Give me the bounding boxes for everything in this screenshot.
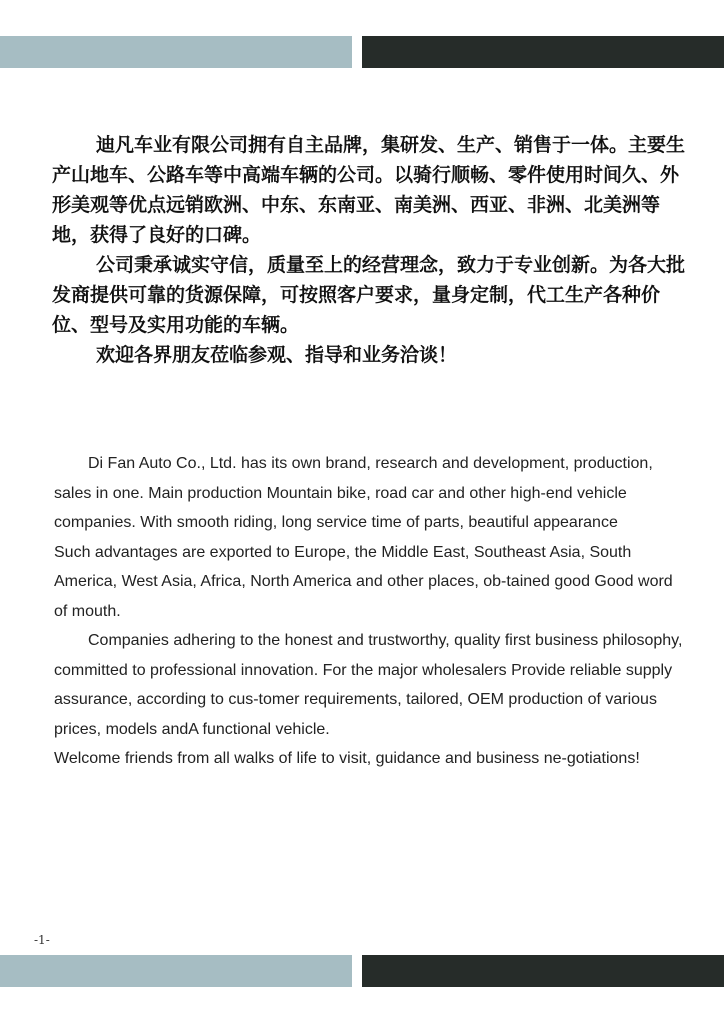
english-paragraph-intro: Di Fan Auto Co., Ltd. has its own brand, research and development, production, sales in one. Main production Mountain bike, road car and other high-end vehicle companies. With smooth riding, long service time of parts, beautiful appearance [54,455,653,531]
english-text-block [54,449,684,774]
chinese-paragraph-intro: 迪凡车业有限公司拥有自主品牌，集研发、生产、销售于一体。主要生产山地车、公路车等中高端车辆的公司。以骑行顺畅、零件使用时间久、外形美观等优点远销欧洲、中东、东南亚、南美洲、西亚、非洲、北美洲等地，获得了良好的口碑。 [52,134,686,246]
header-bar-dark [362,36,724,68]
chinese-paragraph-philosophy: 公司秉承诚实守信，质量至上的经营理念，致力于专业创新。为各大批发商提供可靠的货源保障，可按照客户要求，量身定制，代工生产各种价位、型号及实用功能的车辆。 [52,254,686,336]
chinese-paragraph-welcome: 欢迎各界朋友莅临参观、指导和业务洽谈！ [96,344,458,366]
footer-bar-light [0,955,352,987]
english-paragraph-advantages: Such advantages are exported to Europe, the Middle East, Southeast Asia, South America, West Asia, Africa, North America and other places, ob-tained good Good word of mouth. [54,543,673,620]
footer-bar-dark [362,955,724,987]
english-paragraph-philosophy: Companies adhering to the honest and trustworthy, quality first business philosophy, committed to professional innovation. For the major wholesalers Provide reliable supply assurance, according to cus-tomer requirements, tailored, OEM production of various prices, models andA functional vehicle. [54,632,683,738]
english-paragraph-welcome: Welcome friends from all walks of life to visit, guidance and business ne-gotiations! [54,750,640,767]
header-bar-light [0,36,352,68]
chinese-text-block [52,130,692,370]
page-number: -1- [34,933,50,947]
